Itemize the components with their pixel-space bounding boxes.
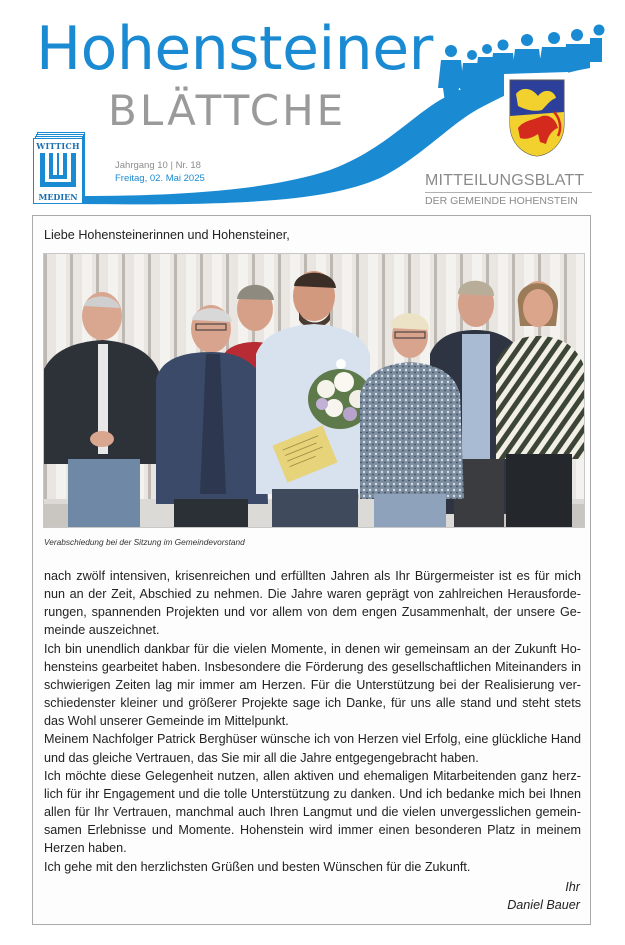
issue-info: [115, 159, 205, 185]
newspaper-subtitle: BLÄTTCHE: [108, 86, 347, 135]
signature-name: Daniel Bauer: [507, 897, 580, 912]
paragraph: Ich möchte diese Gelegenheit nutzen, allen aktiven und ehemaligen Mitarbeitenden ganz herzlich für ihr Engagement und die tolle Unterstützung zu danken. Und ich bedanke mich bei Ihnen allen für Ihr Vertrauen, manchmal auch Ihren Langmut und die vielen unvergesslichen gemeinsamen Erlebnisse und Momente. Hohenstein wird immer einen besonderen Platz in meinem Herzen haben.: [44, 768, 581, 856]
paragraph: Ich bin unendlich dankbar für die vielen Momente, in denen wir gemeinsam an der Zukunft Hohensteins gearbeitet haben. Insbesondere die Förderung des gesellschaftlichen Miteinanders in schwierigen Zeiten lag mir immer am Herzen. Für die Unterstützung bei der Realisierung verschiedenster kleiner und größerer Projekte sage ich Danke, für uns alle stand und steht stets das Wohl unserer Gemeinde im Mittelpunkt.: [44, 641, 581, 729]
photo-caption: Verabschiedung bei der Sitzung im Gemeindevorstand: [44, 537, 245, 547]
article-box: [32, 215, 591, 925]
issue-number: Jahrgang 10 | Nr. 18: [115, 160, 201, 171]
publisher-w-mark-icon: [40, 153, 76, 187]
divider: [425, 192, 592, 193]
letter-body: [44, 567, 581, 876]
publisher-logo: [33, 132, 83, 204]
masthead: [0, 0, 625, 215]
paragraph: Meinem Nachfolger Patrick Berghüser wünsche ich von Herzen viel Erfolg, eine glückliche Hand und das gleiche Vertrauen, das Sie mir all die Jahre entgegengebracht haben.: [44, 732, 581, 765]
signature-block: [44, 878, 580, 914]
newsletter-title: MITTEILUNGSBLATT: [425, 172, 585, 189]
publisher-logo-top-text: WITTICH: [36, 141, 80, 151]
coat-of-arms-icon: [508, 76, 566, 158]
publisher-logo-bottom-text: MEDIEN: [38, 192, 78, 202]
newsletter-subtitle: DER GEMEINDE HOHENSTEIN: [425, 195, 578, 207]
issue-date: Freitag, 02. Mai 2025: [115, 173, 205, 184]
newsletter-label: [425, 172, 592, 207]
salutation: Liebe Hohensteinerinnen und Hohensteiner,: [44, 228, 290, 242]
paragraph: Ich gehe mit den herzlichsten Grüßen und besten Wünschen für die Zukunft.: [44, 859, 471, 874]
group-photo-illustration: [44, 254, 585, 528]
group-photo: [43, 253, 585, 528]
paragraph: nach zwölf intensiven, krisenreichen und erfüllten Jahren als Ihr Bürgermeister ist es für mich nun an der Zeit, Abschied zu nehmen. Die Jahre waren geprägt von zahlreichen Herausforderungen, spannenden Projekten und vor allem von dem engen Zusammenhalt, der unsere Gemeinde auszeichnet.: [44, 569, 581, 638]
closing: Ihr: [565, 879, 580, 894]
newspaper-title: Hohensteiner: [36, 14, 433, 84]
